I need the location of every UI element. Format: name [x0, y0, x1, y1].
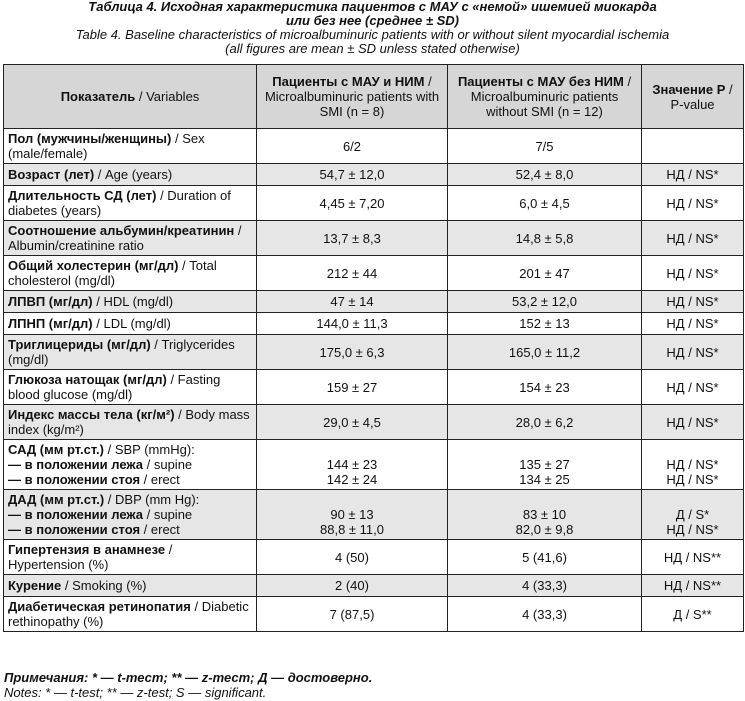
- with-smi-cell: 144 ± 23 142 ± 24: [257, 440, 448, 490]
- with-smi-cell: 7 (87,5): [257, 597, 448, 632]
- header-with-smi: Пациенты с МАУ и НИМ / Microalbuminuric patients with SMI (n = 8): [257, 65, 448, 129]
- without-smi-cell: 152 ± 13: [448, 313, 642, 335]
- with-smi-cell: 47 ± 14: [257, 291, 448, 313]
- p-value-cell: НД / NS**: [642, 575, 744, 597]
- caption-ru-line1: Таблица 4. Исходная характеристика пациентов с МАУ с «немой» ишемией миокарда: [88, 0, 657, 14]
- notes-en: Notes: * — t-test; ** — z-test; S — significant.: [4, 685, 267, 700]
- p-value-cell: НД / NS*: [642, 370, 744, 405]
- p-value-cell: НД / NS*: [642, 335, 744, 370]
- table-row: [4, 540, 744, 575]
- caption-en-line1: Table 4. Baseline characteristics of microalbuminuric patients with or without silent myocardial ischemia: [75, 27, 670, 42]
- p-value-cell: НД / NS*: [642, 164, 744, 186]
- without-smi-cell: 53,2 ± 12,0: [448, 291, 642, 313]
- without-smi-cell: 201 ± 47: [448, 256, 642, 291]
- without-smi-cell: 6,0 ± 4,5: [448, 186, 642, 221]
- header-p-value: Значение Р / P-value: [642, 65, 744, 129]
- table-row: [4, 291, 744, 313]
- p-value-cell: НД / NS*: [642, 291, 744, 313]
- variable-cell: Пол (мужчины/женщины) / Sex (male/female): [4, 129, 257, 164]
- variable-cell: Гипертензия в анамнезе / Hypertension (%): [4, 540, 257, 575]
- variable-cell: Триглицериды (мг/дл) / Triglycerides (mg/dl): [4, 335, 257, 370]
- without-smi-cell: 165,0 ± 11,2: [448, 335, 642, 370]
- table-row: [4, 129, 744, 164]
- without-smi-cell: 7/5: [448, 129, 642, 164]
- p-value-cell: НД / NS**: [642, 540, 744, 575]
- with-smi-cell: 4 (50): [257, 540, 448, 575]
- table-row: [4, 405, 744, 440]
- table-row: [4, 597, 744, 632]
- without-smi-cell: 154 ± 23: [448, 370, 642, 405]
- caption-en-line2: (all figures are mean ± SD unless stated otherwise): [225, 41, 520, 56]
- notes-ru: Примечания: * — t-тест; ** — z-тест; Д — достоверно.: [4, 670, 373, 685]
- without-smi-cell: 4 (33,3): [448, 597, 642, 632]
- with-smi-cell: 2 (40): [257, 575, 448, 597]
- caption-ru-line2: или без нее (среднее ± SD): [285, 13, 459, 28]
- table-row: [4, 256, 744, 291]
- with-smi-cell: 175,0 ± 6,3: [257, 335, 448, 370]
- variable-cell: Глюкоза натощак (мг/дл) / Fasting blood glucose (mg/dl): [4, 370, 257, 405]
- header-variables: Показатель / Variables: [4, 65, 257, 129]
- table-header-row: [4, 65, 744, 129]
- without-smi-cell: 14,8 ± 5,8: [448, 221, 642, 256]
- table-row: [4, 186, 744, 221]
- table-row: [4, 440, 744, 490]
- without-smi-cell: 135 ± 27 134 ± 25: [448, 440, 642, 490]
- table-row: [4, 313, 744, 335]
- table-row: [4, 370, 744, 405]
- table-row: [4, 335, 744, 370]
- table-row: [4, 490, 744, 540]
- baseline-characteristics-table: [3, 64, 744, 632]
- variable-cell: Диабетическая ретинопатия / Diabetic rethinopathy (%): [4, 597, 257, 632]
- table-caption: [0, 0, 745, 56]
- table-row: [4, 221, 744, 256]
- with-smi-cell: 4,45 ± 7,20: [257, 186, 448, 221]
- with-smi-cell: 159 ± 27: [257, 370, 448, 405]
- p-value-cell: НД / NS*: [642, 221, 744, 256]
- variable-cell: Общий холестерин (мг/дл) / Total cholesterol (mg/dl): [4, 256, 257, 291]
- p-value-cell: [642, 129, 744, 164]
- p-value-cell: Д / S* НД / NS*: [642, 490, 744, 540]
- variable-cell: ЛПНП (мг/дл) / LDL (mg/dl): [4, 313, 257, 335]
- variable-cell: САД (мм рт.ст.) / SBP (mmHg): — в положении лежа / supine — в положении стоя / erect: [4, 440, 257, 490]
- variable-cell: Индекс массы тела (кг/м²) / Body mass index (kg/m²): [4, 405, 257, 440]
- p-value-cell: Д / S**: [642, 597, 744, 632]
- with-smi-cell: 212 ± 44: [257, 256, 448, 291]
- variable-cell: Курение / Smoking (%): [4, 575, 257, 597]
- with-smi-cell: 29,0 ± 4,5: [257, 405, 448, 440]
- table-notes: [4, 670, 372, 700]
- p-value-cell: НД / NS*: [642, 256, 744, 291]
- without-smi-cell: 28,0 ± 6,2: [448, 405, 642, 440]
- p-value-cell: НД / NS*: [642, 186, 744, 221]
- without-smi-cell: 4 (33,3): [448, 575, 642, 597]
- with-smi-cell: 54,7 ± 12,0: [257, 164, 448, 186]
- without-smi-cell: 83 ± 10 82,0 ± 9,8: [448, 490, 642, 540]
- variable-cell: ЛПВП (мг/дл) / HDL (mg/dl): [4, 291, 257, 313]
- p-value-cell: НД / NS*: [642, 405, 744, 440]
- p-value-cell: НД / NS* НД / NS*: [642, 440, 744, 490]
- variable-cell: ДАД (мм рт.ст.) / DBP (mm Hg): — в положении лежа / supine — в положении стоя / erect: [4, 490, 257, 540]
- without-smi-cell: 52,4 ± 8,0: [448, 164, 642, 186]
- variable-cell: Длительность СД (лет) / Duration of diabetes (years): [4, 186, 257, 221]
- without-smi-cell: 5 (41,6): [448, 540, 642, 575]
- variable-cell: Соотношение альбумин/креатинин / Albumin/creatinine ratio: [4, 221, 257, 256]
- table-body: [4, 129, 744, 632]
- variable-cell: Возраст (лет) / Age (years): [4, 164, 257, 186]
- header-without-smi: Пациенты с МАУ без НИМ / Microalbuminuric patients without SMI (n = 12): [448, 65, 642, 129]
- with-smi-cell: 144,0 ± 11,3: [257, 313, 448, 335]
- with-smi-cell: 13,7 ± 8,3: [257, 221, 448, 256]
- table-row: [4, 575, 744, 597]
- p-value-cell: НД / NS*: [642, 313, 744, 335]
- table-row: [4, 164, 744, 186]
- with-smi-cell: 6/2: [257, 129, 448, 164]
- with-smi-cell: 90 ± 13 88,8 ± 11,0: [257, 490, 448, 540]
